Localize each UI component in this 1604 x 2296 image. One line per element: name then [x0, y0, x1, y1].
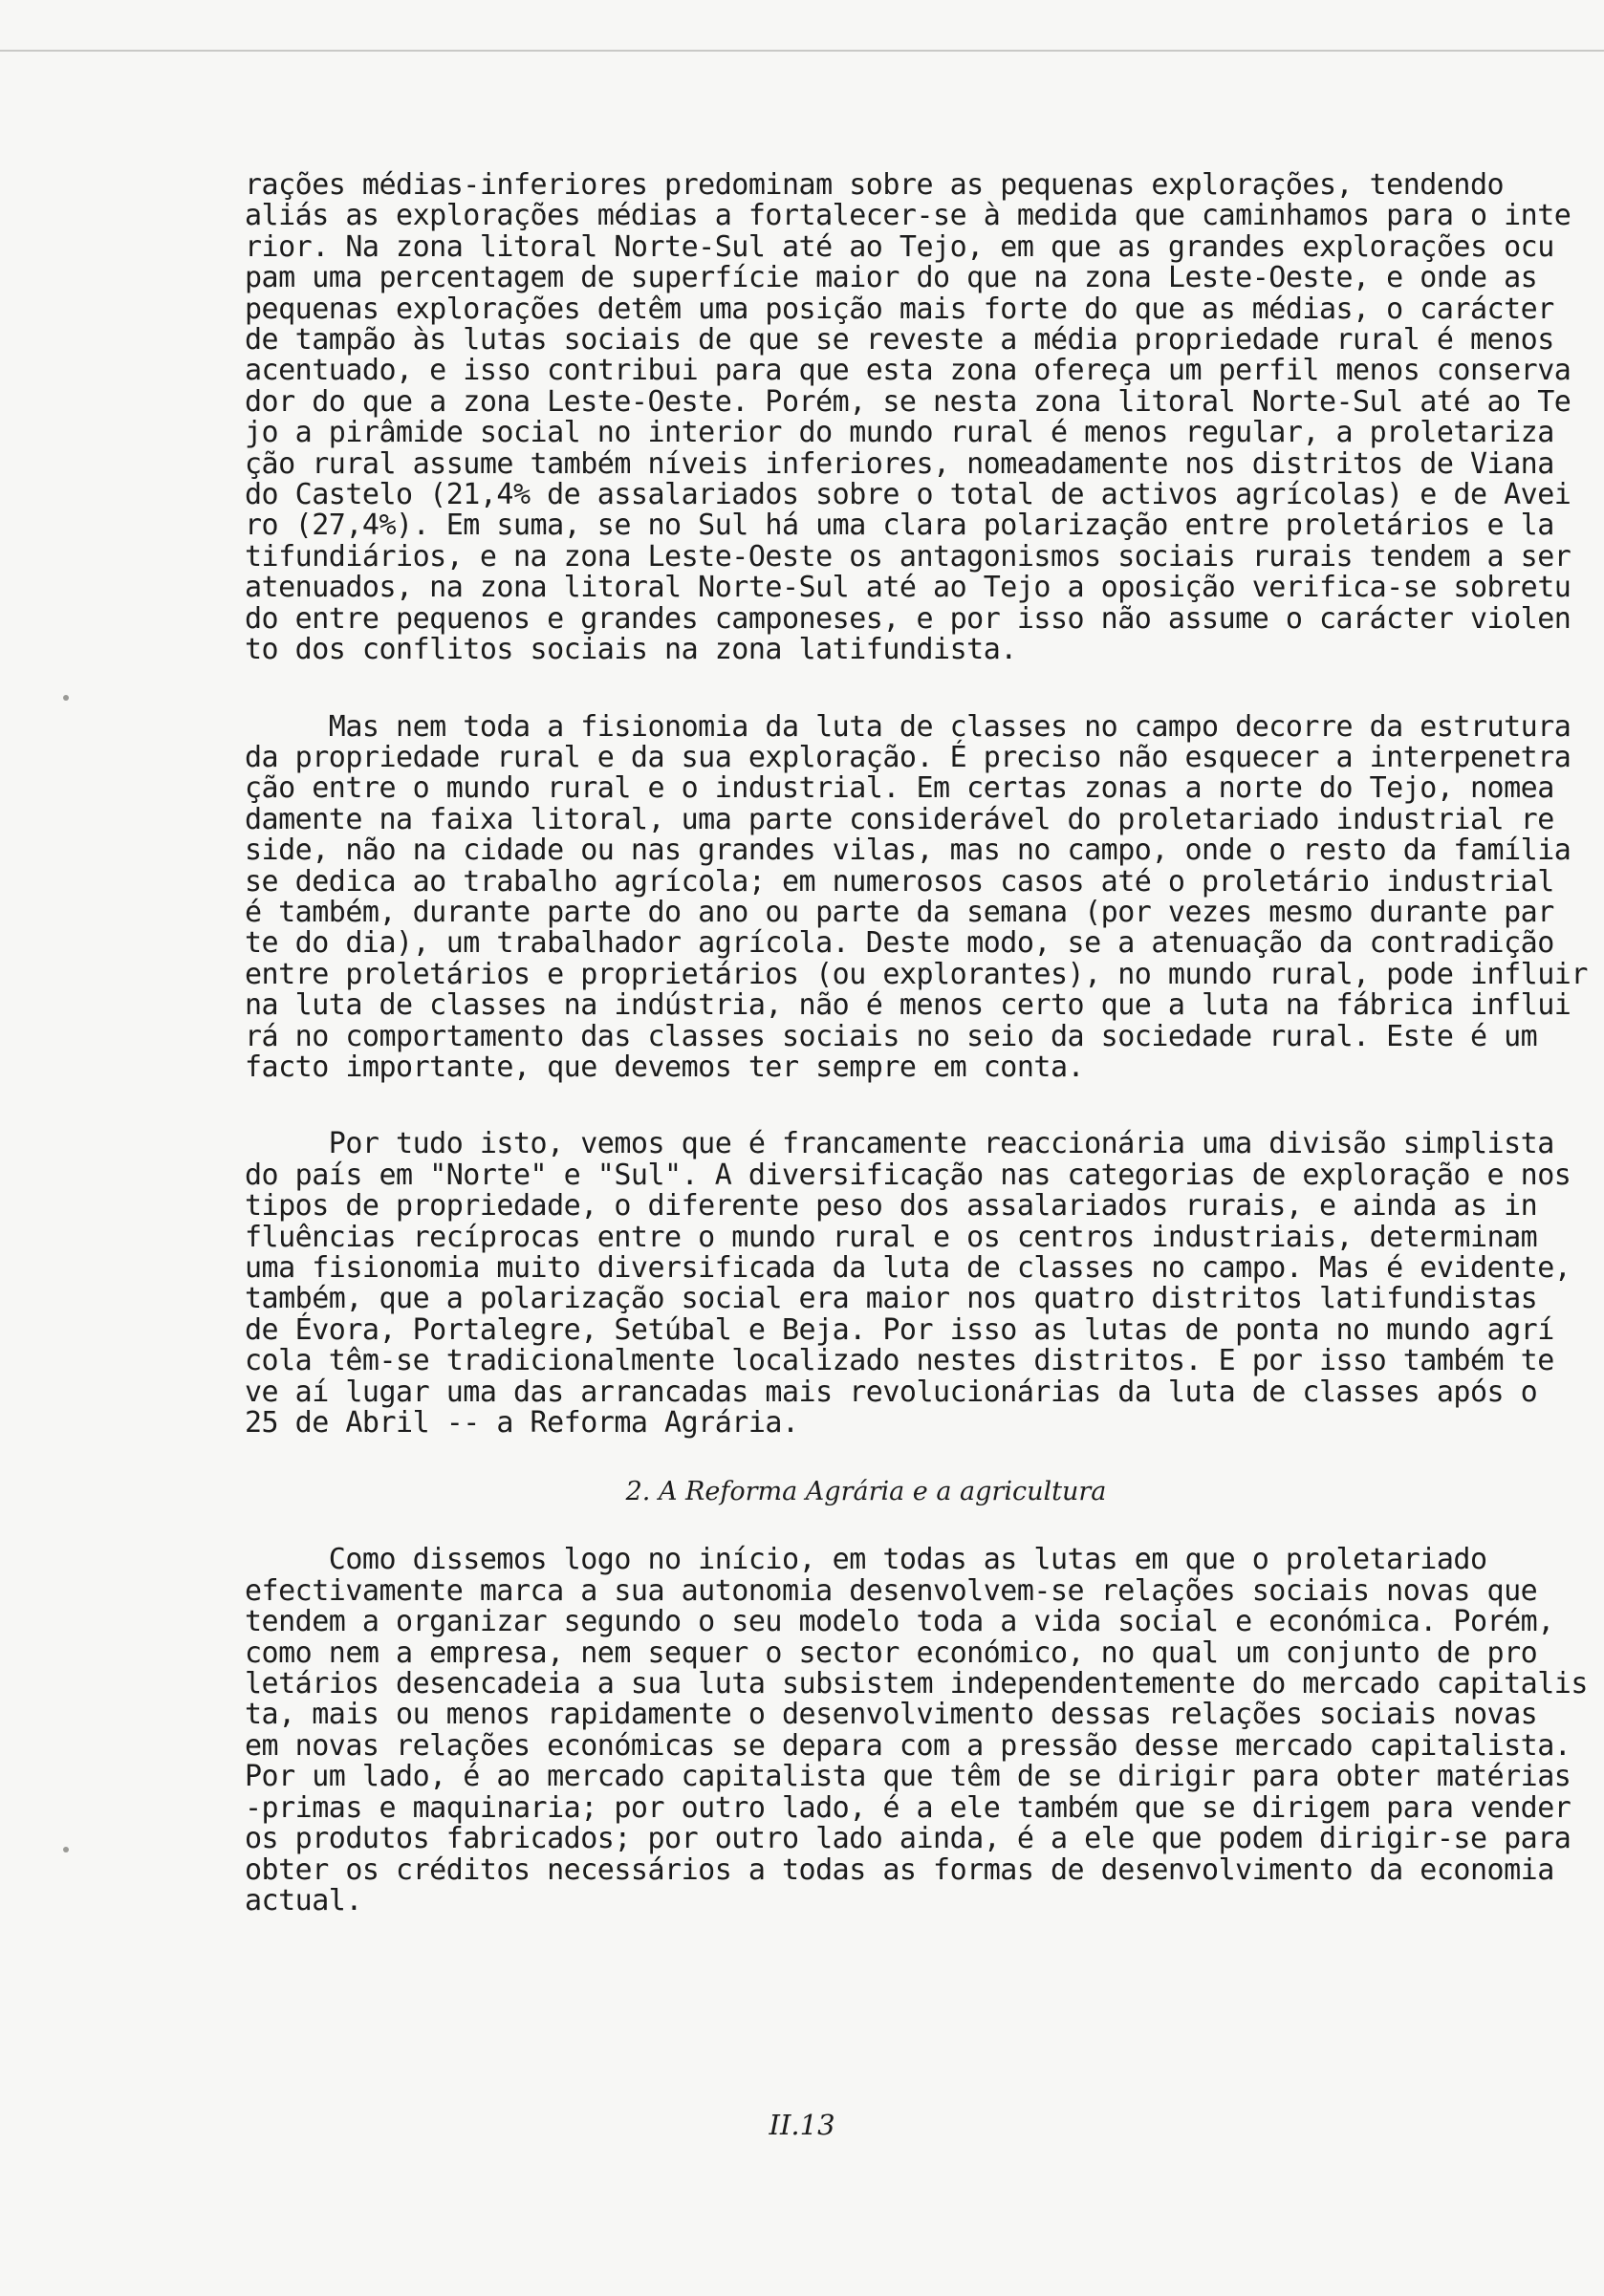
- text-line: te do dia), um trabalhador agrícola. Deste modo, se a atenuação da contradição: [245, 926, 1554, 961]
- scan-edge-rule: [0, 50, 1604, 52]
- text-line: rior. Na zona litoral Norte-Sul até ao Tejo, em que as grandes explorações ocu: [245, 229, 1554, 264]
- text-line: rá no comportamento das classes sociais no seio da sociedade rural. Este é um: [245, 1019, 1538, 1053]
- paragraph-4: [245, 1543, 1588, 1917]
- text-line: damente na faixa litoral, uma parte considerável do proletariado industrial re: [245, 802, 1554, 836]
- text-line: ve aí lugar uma das arrancadas mais revolucionárias da luta de classes após o: [245, 1375, 1538, 1409]
- text-line: dor do que a zona Leste-Oeste. Porém, se nesta zona litoral Norte-Sul até ao Te: [245, 384, 1571, 419]
- text-line: atenuados, na zona litoral Norte-Sul até ao Tejo a oposição verifica-se sobretu: [245, 571, 1571, 605]
- text-line: Mas nem toda a fisionomia da luta de classes no campo decorre da estrutura: [245, 709, 1571, 744]
- text-line: do país em "Norte" e "Sul". A diversificação nas categorias de exploração e nos: [245, 1158, 1571, 1192]
- text-line: fluências recíprocas entre o mundo rural e os centros industriais, determinam: [245, 1220, 1538, 1254]
- punch-mark: [63, 1847, 69, 1852]
- text-line: Por tudo isto, vemos que é francamente reaccionária uma divisão simplista: [245, 1127, 1554, 1161]
- text-line: também, que a polarização social era maior nos quatro distritos latifundistas: [245, 1282, 1538, 1316]
- text-line: pequenas explorações detêm uma posição mais forte do que as médias, o carácter: [245, 292, 1554, 326]
- punch-mark: [63, 695, 69, 701]
- text-line: uma fisionomia muito diversificada da luta de classes no campo. Mas é evidente,: [245, 1251, 1571, 1285]
- text-line: os produtos fabricados; por outro lado ainda, é a ele que podem dirigir-se para: [245, 1822, 1571, 1856]
- text-line: jo a pirâmide social no interior do mundo rural é menos regular, a proletariza: [245, 416, 1554, 450]
- text-line: da propriedade rural e da sua exploração. É preciso não esquecer a interpenetra: [245, 740, 1571, 774]
- paragraph-1: [245, 168, 1571, 667]
- text-line: ção entre o mundo rural e o industrial. Em certas zonas a norte do Tejo, nomea: [245, 771, 1554, 806]
- text-line: ro (27,4%). Em suma, se no Sul há uma clara polarização entre proletários e la: [245, 509, 1554, 543]
- text-line: pam uma percentagem de superfície maior do que na zona Leste-Oeste, e onde as: [245, 261, 1538, 295]
- text-line: to dos conflitos sociais na zona latifundista.: [245, 633, 1017, 667]
- paragraph-2: [245, 709, 1588, 1084]
- text-line: ção rural assume também níveis inferiores, nomeadamente nos distritos de Viana: [245, 446, 1554, 481]
- text-line: do entre pequenos e grandes camponeses, e por isso não assume o carácter violen: [245, 601, 1571, 636]
- text-line: actual.: [245, 1883, 362, 1917]
- text-line: letários desencadeia a sua luta subsistem independentemente do mercado capitalis: [245, 1667, 1588, 1701]
- text-line: rações médias-inferiores predominam sobre as pequenas explorações, tendendo: [245, 168, 1505, 202]
- text-line: Por um lado, é ao mercado capitalista que têm de se dirigir para obter matérias: [245, 1760, 1571, 1794]
- text-line: tifundiários, e na zona Leste-Oeste os antagonismos sociais rurais tendem a ser: [245, 539, 1571, 574]
- text-line: 25 de Abril -- a Reforma Agrária.: [245, 1406, 799, 1440]
- text-line: na luta de classes na indústria, não é menos certo que a luta na fábrica influi: [245, 988, 1571, 1023]
- text-line: obter os créditos necessários a todas as formas de desenvolvimento da economia: [245, 1852, 1554, 1887]
- text-line: aliás as explorações médias a fortalecer-se à medida que caminhamos para o inte: [245, 199, 1571, 233]
- text-line: facto importante, que devemos ter sempre em conta.: [245, 1050, 1085, 1084]
- text-line: do Castelo (21,4% de assalariados sobre o total de activos agrícolas) e de Avei: [245, 478, 1571, 512]
- text-line: em novas relações económicas se depara com a pressão desse mercado capitalista.: [245, 1728, 1571, 1763]
- text-line: é também, durante parte do ano ou parte da semana (por vezes mesmo durante par: [245, 895, 1554, 929]
- body-text: [245, 168, 1588, 1917]
- text-line: tipos de propriedade, o diferente peso dos assalariados rurais, e ainda as in: [245, 1189, 1538, 1224]
- section-heading: 2. A Reforma Agrária e a agricultura: [625, 1477, 1107, 1507]
- text-line: side, não na cidade ou nas grandes vilas, mas no campo, onde o resto da família: [245, 834, 1571, 868]
- text-line: se dedica ao trabalho agrícola; em numerosos casos até o proletário industrial: [245, 864, 1554, 899]
- text-line: acentuado, e isso contribui para que esta zona ofereça um perfil menos conserva: [245, 354, 1571, 388]
- page-number: II.13: [769, 2109, 835, 2141]
- text-line: Como dissemos logo no início, em todas as lutas em que o proletariado: [245, 1543, 1487, 1577]
- text-line: cola têm-se tradicionalmente localizado nestes distritos. E por isso também te: [245, 1344, 1554, 1378]
- paragraph-3: [245, 1127, 1571, 1440]
- text-line: de tampão às lutas sociais de que se reveste a média propriedade rural é menos: [245, 323, 1554, 357]
- text-line: efectivamente marca a sua autonomia desenvolvem-se relações sociais novas que: [245, 1573, 1538, 1608]
- text-line: tendem a organizar segundo o seu modelo toda a vida social e económica. Porém,: [245, 1605, 1554, 1639]
- text-line: -primas e maquinaria; por outro lado, é a ele também que se dirigem para vender: [245, 1790, 1571, 1825]
- text-line: de Évora, Portalegre, Setúbal e Beja. Por isso as lutas de ponta no mundo agrí: [245, 1312, 1554, 1347]
- text-line: entre proletários e proprietários (ou explorantes), no mundo rural, pode influir: [245, 957, 1588, 991]
- text-line: como nem a empresa, nem sequer o sector económico, no qual um conjunto de pro: [245, 1635, 1538, 1670]
- text-line: ta, mais ou menos rapidamente o desenvolvimento dessas relações sociais novas: [245, 1698, 1538, 1732]
